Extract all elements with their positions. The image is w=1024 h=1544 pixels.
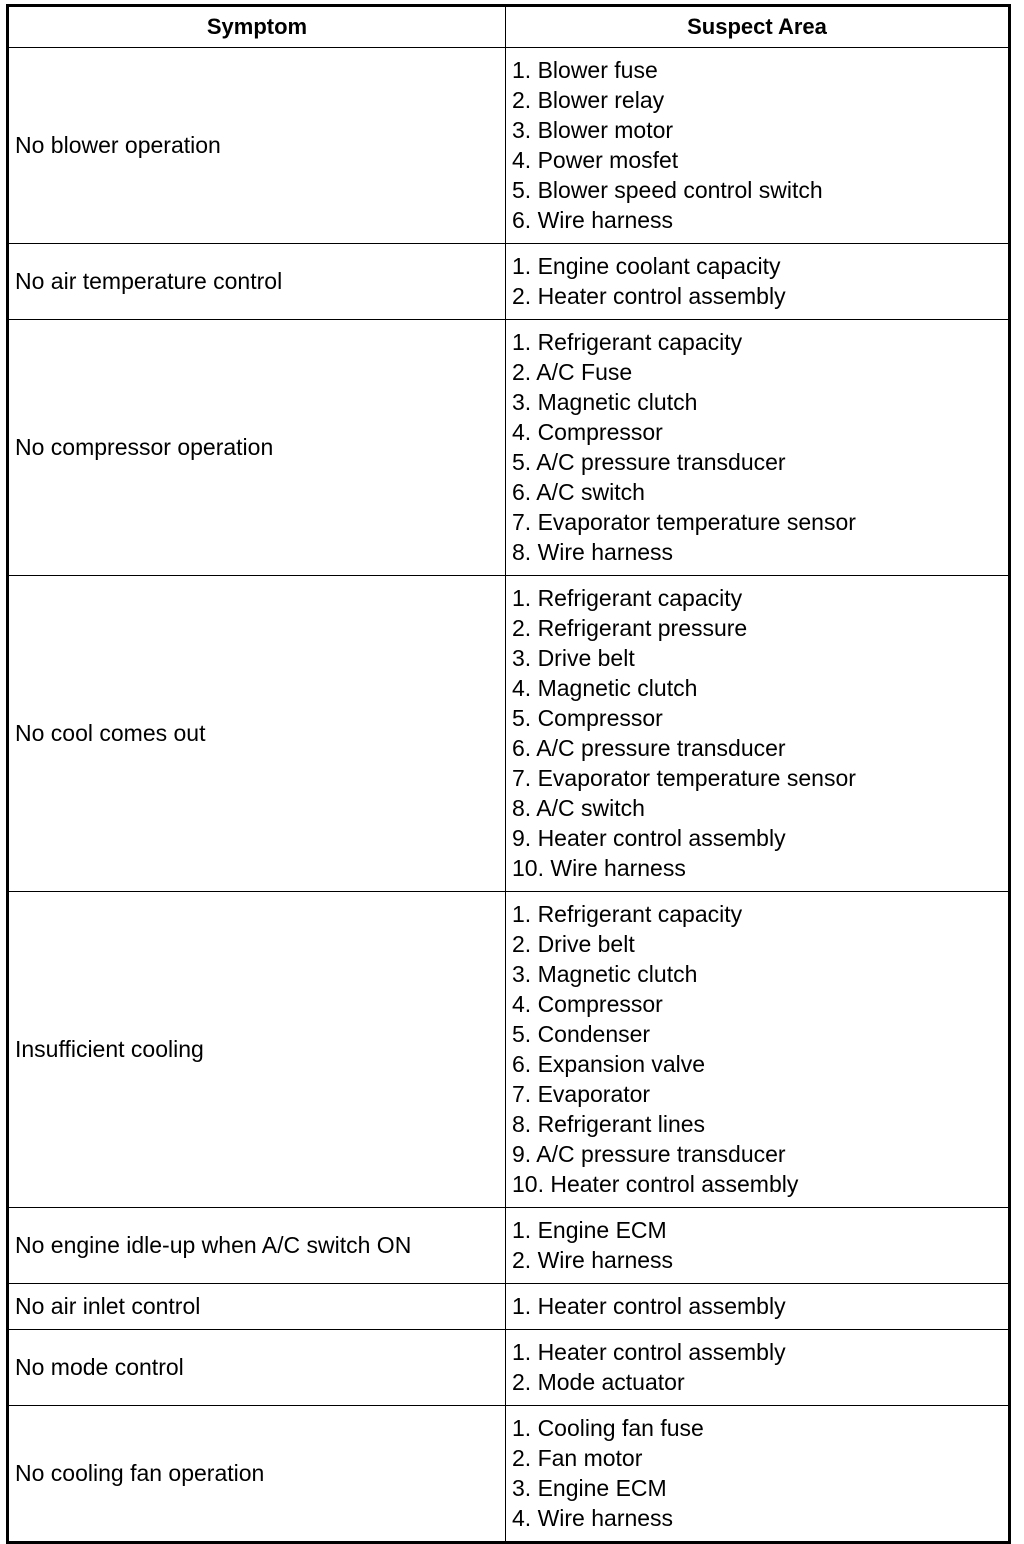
suspect-area-item: 6. A/C pressure transducer	[512, 735, 786, 761]
troubleshooting-table	[6, 4, 1011, 1544]
suspect-area-item: 3. Blower motor	[512, 117, 674, 143]
header-row	[8, 6, 1010, 48]
suspect-area-cell	[506, 244, 1010, 320]
table-row	[8, 1284, 1010, 1330]
suspect-area-item: 4. Compressor	[512, 991, 663, 1017]
suspect-area-item: 10. Wire harness	[512, 855, 686, 881]
suspect-area-item: 1. Refrigerant capacity	[512, 329, 743, 355]
table-row	[8, 320, 1010, 576]
table-body	[8, 48, 1010, 1543]
suspect-area-item: 2. Wire harness	[512, 1247, 674, 1273]
suspect-area-cell	[506, 1208, 1010, 1284]
suspect-area-item: 5. Condenser	[512, 1021, 651, 1047]
suspect-area-cell	[506, 320, 1010, 576]
suspect-area-item: 7. Evaporator temperature sensor	[512, 765, 856, 791]
suspect-area-item: 7. Evaporator temperature sensor	[512, 509, 856, 535]
suspect-area-item: 4. Magnetic clutch	[512, 675, 698, 701]
symptom-cell: No air temperature control	[8, 244, 506, 320]
suspect-area-item: 6. A/C switch	[512, 479, 645, 505]
suspect-area-item: 8. A/C switch	[512, 795, 645, 821]
suspect-area-item: 2. Refrigerant pressure	[512, 615, 748, 641]
suspect-area-item: 5. Blower speed control switch	[512, 177, 823, 203]
table-row	[8, 244, 1010, 320]
suspect-area-item: 1. Refrigerant capacity	[512, 585, 743, 611]
suspect-area-item: 1. Cooling fan fuse	[512, 1415, 704, 1441]
table-row	[8, 1208, 1010, 1284]
symptom-cell: No cooling fan operation	[8, 1406, 506, 1543]
symptom-cell: No mode control	[8, 1330, 506, 1406]
suspect-area-item: 2. Mode actuator	[512, 1369, 685, 1395]
symptom-cell: Insufficient cooling	[8, 892, 506, 1208]
suspect-area-item: 3. Drive belt	[512, 645, 635, 671]
suspect-area-item: 2. Fan motor	[512, 1445, 643, 1471]
suspect-area-cell	[506, 892, 1010, 1208]
suspect-area-item: 5. A/C pressure transducer	[512, 449, 786, 475]
suspect-area-item: 6. Expansion valve	[512, 1051, 706, 1077]
suspect-area-item: 9. A/C pressure transducer	[512, 1141, 786, 1167]
suspect-area-item: 2. Heater control assembly	[512, 283, 786, 309]
table-row	[8, 48, 1010, 244]
suspect-area-item: 6. Wire harness	[512, 207, 674, 233]
suspect-area-item: 8. Wire harness	[512, 539, 674, 565]
suspect-area-item: 1. Refrigerant capacity	[512, 901, 743, 927]
suspect-area-item: 4. Compressor	[512, 419, 663, 445]
suspect-area-item: 1. Heater control assembly	[512, 1293, 786, 1319]
table-row	[8, 892, 1010, 1208]
suspect-area-cell	[506, 1284, 1010, 1330]
suspect-area-item: 3. Engine ECM	[512, 1475, 667, 1501]
suspect-area-cell	[506, 48, 1010, 244]
suspect-area-item: 1. Engine coolant capacity	[512, 253, 781, 279]
suspect-area-item: 4. Wire harness	[512, 1505, 674, 1531]
suspect-area-item: 8. Refrigerant lines	[512, 1111, 706, 1137]
suspect-area-item: 3. Magnetic clutch	[512, 389, 698, 415]
suspect-area-header: Suspect Area	[506, 6, 1010, 48]
symptom-header: Symptom	[8, 6, 506, 48]
suspect-area-item: 5. Compressor	[512, 705, 663, 731]
table-row	[8, 1330, 1010, 1406]
table-row	[8, 1406, 1010, 1543]
suspect-area-item: 1. Engine ECM	[512, 1217, 667, 1243]
suspect-area-item: 2. A/C Fuse	[512, 359, 633, 385]
suspect-area-item: 9. Heater control assembly	[512, 825, 786, 851]
suspect-area-cell	[506, 1406, 1010, 1543]
suspect-area-item: 2. Drive belt	[512, 931, 635, 957]
suspect-area-item: 2. Blower relay	[512, 87, 665, 113]
suspect-area-item: 7. Evaporator	[512, 1081, 651, 1107]
symptom-cell: No compressor operation	[8, 320, 506, 576]
suspect-area-item: 1. Blower fuse	[512, 57, 658, 83]
suspect-area-cell	[506, 576, 1010, 892]
suspect-area-item: 4. Power mosfet	[512, 147, 679, 173]
symptom-cell: No air inlet control	[8, 1284, 506, 1330]
table-row	[8, 576, 1010, 892]
suspect-area-item: 3. Magnetic clutch	[512, 961, 698, 987]
suspect-area-item: 10. Heater control assembly	[512, 1171, 799, 1197]
suspect-area-cell	[506, 1330, 1010, 1406]
suspect-area-item: 1. Heater control assembly	[512, 1339, 786, 1365]
troubleshooting-table-container	[6, 4, 1008, 1544]
symptom-cell: No cool comes out	[8, 576, 506, 892]
symptom-cell: No blower operation	[8, 48, 506, 244]
symptom-cell: No engine idle-up when A/C switch ON	[8, 1208, 506, 1284]
